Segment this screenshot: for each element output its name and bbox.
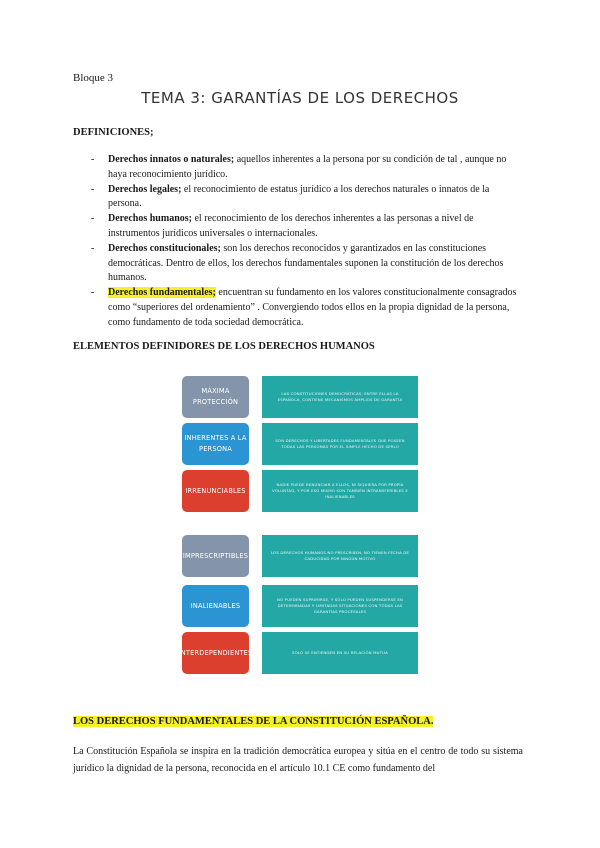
definition-item bbox=[91, 183, 521, 213]
definition-term: Derechos humanos; bbox=[108, 213, 192, 225]
list-dash: - bbox=[91, 242, 95, 254]
definition-term: Derechos innatos o naturales; bbox=[108, 154, 235, 165]
definition-term: Derechos legales; bbox=[108, 183, 182, 195]
diagram-row bbox=[178, 423, 424, 465]
definition-item bbox=[91, 212, 521, 242]
diagram-row bbox=[178, 376, 424, 418]
diagram-description-box: SOLO SE ENTIENDEN EN SU RELACIÓN MUTUA bbox=[262, 632, 418, 674]
definition-item bbox=[91, 153, 521, 183]
diagram-label-box: IRRENUNCIABLES bbox=[182, 470, 249, 512]
diagram-description-box: NADIE PUEDE RENUNCIAR A ELLOS, NI SIQUIERA POR PROPIA VOLUNTAD, Y POR ESO MISMO SON TAMBIÉN INTRANSFERIBLES E INALIENABLES bbox=[262, 470, 418, 512]
definitions-heading: DEFINICIONES; bbox=[73, 127, 154, 138]
definition-term: Derechos constitucionales; bbox=[108, 242, 221, 254]
definition-text: son los derechos reconocidos y garantizados en las constituciones democráticas. Dentro de ellos, los derechos fundamentales suponen la constitución de los derechos humanos. bbox=[108, 242, 504, 284]
diagram-description-box: SON DERECHOS Y LIBERTADES FUNDAMENTALES QUE POSEEN TODAS LAS PERSONAS POR EL SIMPLE HECHO DE SERLO bbox=[262, 423, 418, 465]
diagram-label-box: INHERENTES A LA PERSONA bbox=[182, 423, 249, 465]
list-dash: - bbox=[91, 154, 95, 165]
definition-text: el reconocimiento de estatus jurídico a los derechos naturales o innatos de la persona. bbox=[108, 183, 490, 210]
constitution-heading-text: LOS DERECHOS FUNDAMENTALES DE LA CONSTITUCIÓN ESPAÑOLA. bbox=[73, 716, 434, 727]
list-dash: - bbox=[91, 183, 95, 195]
definition-item bbox=[91, 242, 521, 286]
diagram-label-box: INALIENABLES bbox=[182, 585, 249, 627]
diagram-label-box: INTERDEPENDIENTES bbox=[182, 632, 249, 674]
constitution-paragraph: La Constitución Española se inspira en la tradición democrática europea y sitúa en el centro de todo su sistema jurídico la dignidad de la persona, reconocida en el artículo 10.1 CE como fundamento del bbox=[73, 746, 523, 774]
diagram-row bbox=[178, 535, 424, 577]
diagram-description-box: LAS CONSTITUCIONES DEMOCRÁTICAS, ENTRE ELLAS LA ESPAÑOLA, CONTIENE MECANISMOS AMPLIOS DE GARANTÍA bbox=[262, 376, 418, 418]
diagram-label-box: IMPRESCRIPTIBLES bbox=[182, 535, 249, 577]
diagram-description-box: LOS DERECHOS HUMANOS NO PRESCRIBEN, NO TIENEN FECHA DE CADUCIDAD POR NINGÚN MOTIVO bbox=[262, 535, 418, 577]
page-title: TEMA 3: GARANTÍAS DE LOS DERECHOS bbox=[141, 89, 459, 107]
block-label: Bloque 3 bbox=[73, 72, 114, 84]
definition-text: el reconocimiento de los derechos inherentes a las personas a nivel de instrumentos jurídicos universales o internacionales. bbox=[108, 213, 474, 239]
elements-heading: ELEMENTOS DEFINIDORES DE LOS DERECHOS HUMANOS bbox=[73, 341, 375, 352]
definition-text: aquellos inherentes a la persona por su condición de tal , aunque no haya reconocimiento jurídico. bbox=[108, 154, 507, 180]
definition-item bbox=[91, 286, 521, 330]
diagram-description-box: NO PUEDEN SUPRIMIRSE, Y SÓLO PUEDEN SUSPENDERSE EN DETERMINADAS Y LIMITADAS SITUACIONES CON TODAS LAS GARANTÍAS PROCESALES bbox=[262, 585, 418, 627]
diagram-label-box: MÁXIMA PROTECCIÓN bbox=[182, 376, 249, 418]
definition-text: encuentran su fundamento en los valores constitucionalmente consagrados como “superiores del ordenamiento” . Convergiendo todos ellos en la propia dignidad de la persona, como fundamento de toda sociedad democrática. bbox=[108, 287, 517, 328]
constitution-heading bbox=[73, 716, 433, 727]
list-dash: - bbox=[91, 213, 95, 225]
definitions-list bbox=[91, 153, 521, 331]
list-dash: - bbox=[91, 287, 95, 299]
definition-term-highlighted: Derechos fundamentales; bbox=[108, 287, 216, 299]
diagram-row bbox=[178, 585, 424, 627]
diagram-row bbox=[178, 470, 424, 512]
diagram-row bbox=[178, 632, 424, 674]
